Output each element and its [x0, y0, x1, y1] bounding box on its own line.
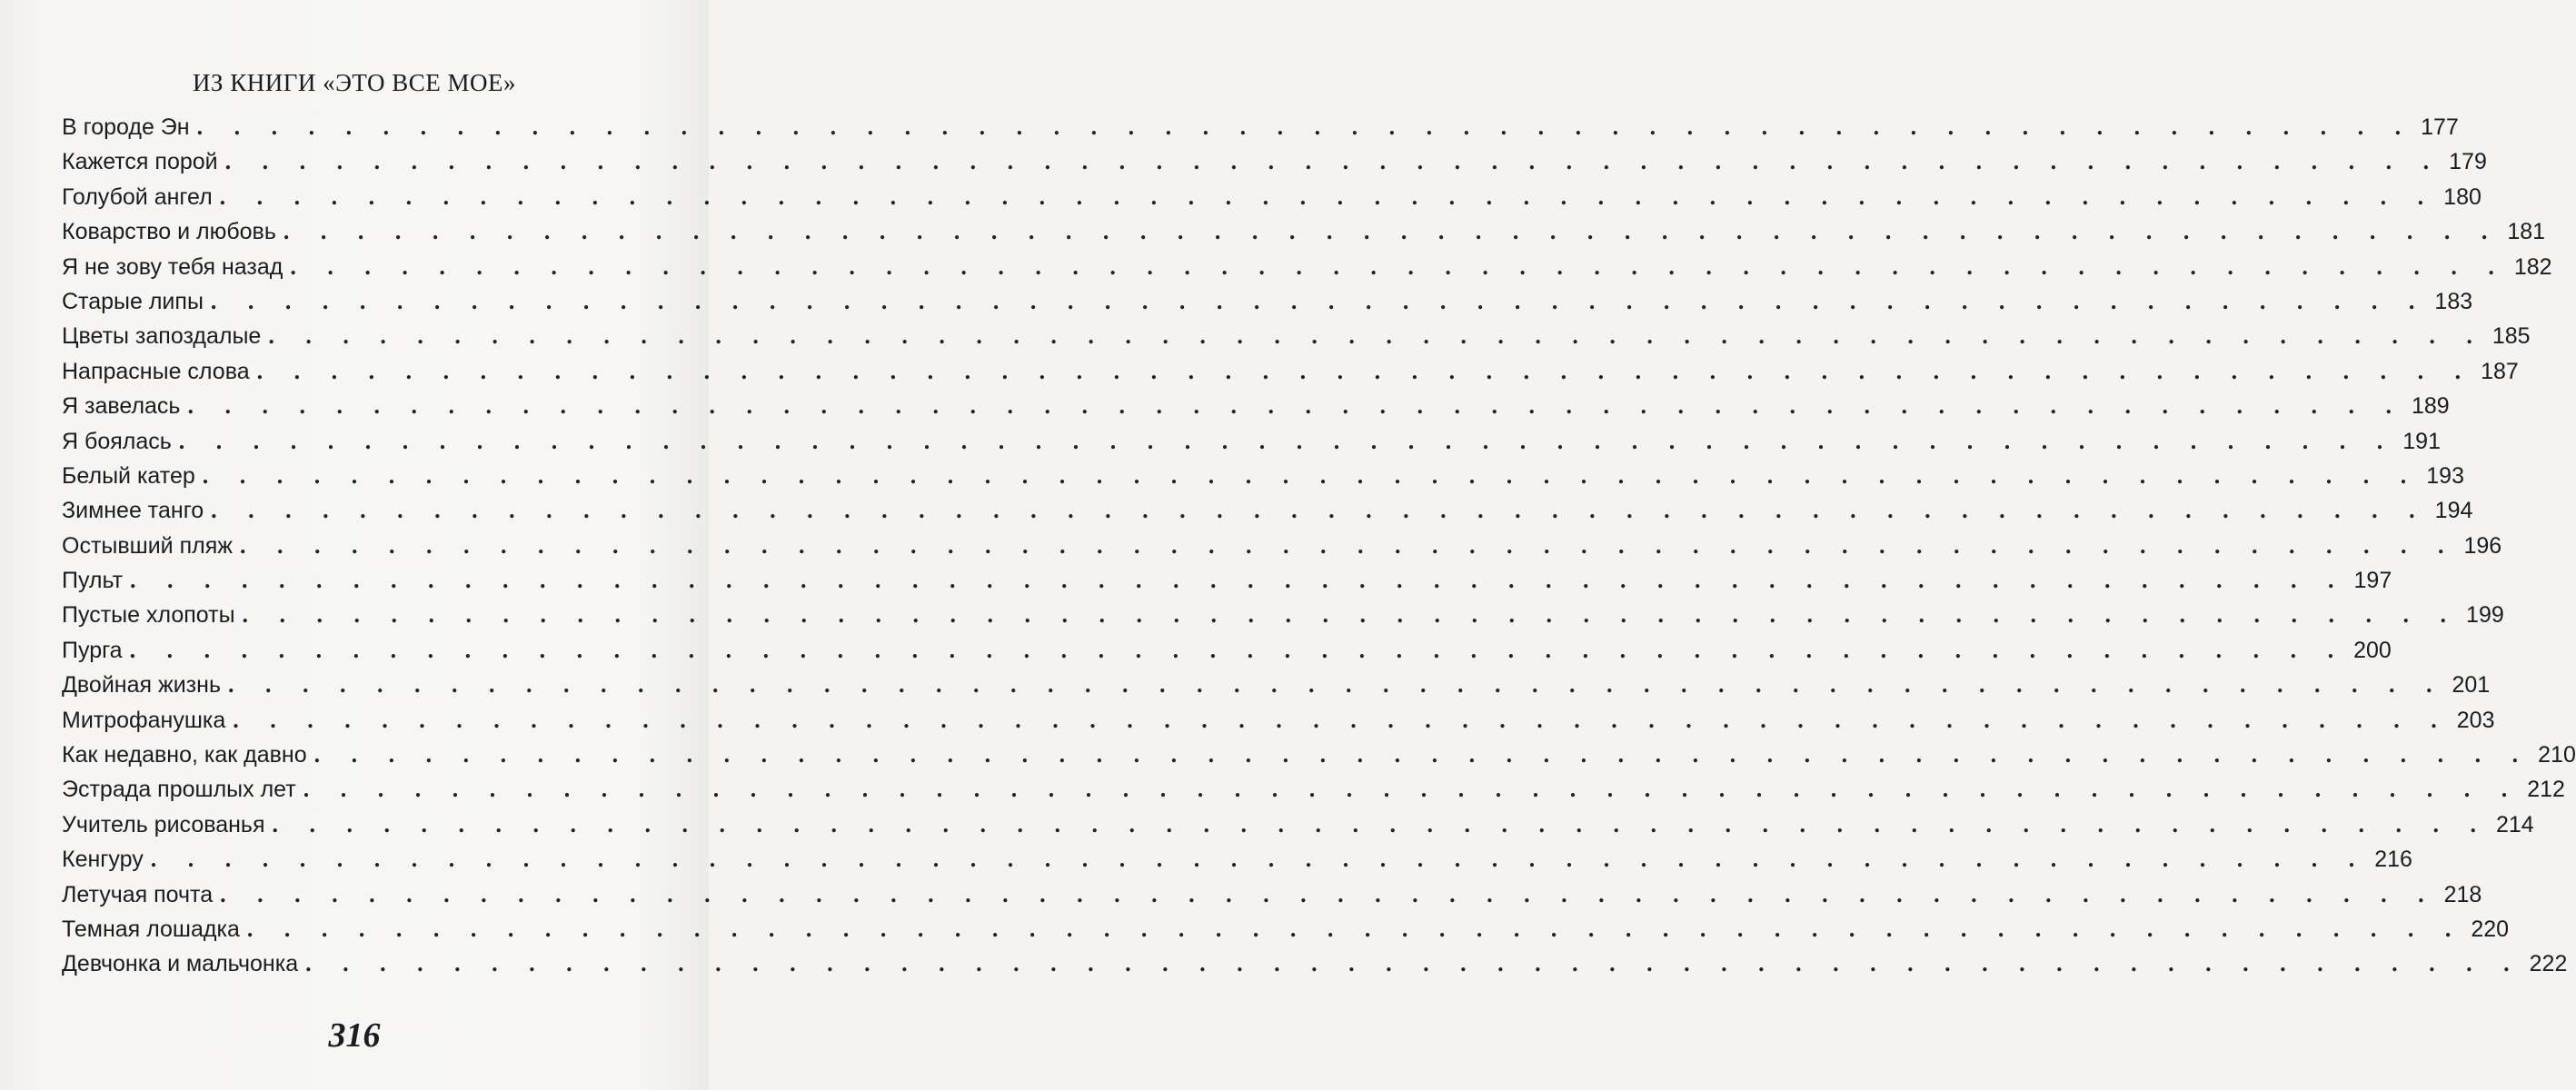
toc-entry: [62, 563, 2392, 598]
leader-dots: . . . . . . . . . . . . . . . . . . . . . . . . . . . . . . . . . . . . . . . . . . . . . . . . . . . . . . . . . . . .: [268, 322, 2485, 350]
leader-dots: . . . . . . . . . . . . . . . . . . . . . . . . . . . . . . . . . . . . . . . . . . . . . . . . . . . . . . . . . . . .: [220, 880, 2437, 907]
leader-dots: . . . . . . . . . . . . . . . . . . . . . . . . . . . . . . . . . . . . . . . . . . . . . . . . . . . . . . . . . . . .: [246, 915, 2464, 942]
leader-dots: . . . . . . . . . . . . . . . . . . . . . . . . . . . . . . . . . . . . . . . . . . . . . . . . . . . . . . . . . . . .: [178, 427, 2396, 454]
toc-entry-title: Кажется порой: [62, 149, 218, 175]
toc-entry-title: Коварство и любовь: [62, 219, 276, 245]
toc-entry: [62, 598, 2504, 632]
leader-dots: . . . . . . . . . . . . . . . . . . . . . . . . . . . . . . . . . . . . . . . . . . . . . . . . . . . . . . . . . . . .: [224, 148, 2442, 175]
leader-dots: . . . . . . . . . . . . . . . . . . . . . . . . . . . . . . . . . . . . . . . . . . . . . . . . . . . . . . . . . . . .: [219, 183, 2437, 210]
toc-entry: [62, 284, 2473, 319]
toc-entry-page: 187: [2481, 358, 2519, 384]
toc-entry-title: Цветы запоздалые: [62, 323, 262, 350]
toc-entry-title: Кенгуру: [62, 847, 144, 873]
leader-dots: . . . . . . . . . . . . . . . . . . . . . . . . . . . . . . . . . . . . . . . . . . . . . . . . . . . . . . . . . . . .: [211, 497, 2428, 524]
toc-entry: [62, 738, 2576, 772]
leader-dots: . . . . . . . . . . . . . . . . . . . . . . . . . . . . . . . . . . . . . . . . . . . . . . . . . . . . . . . . . . . .: [313, 741, 2531, 768]
toc-entry-title: Пустые хлопоты: [62, 602, 235, 629]
toc-entry: [62, 808, 2534, 842]
toc-entry-title: В городе Эн: [62, 114, 190, 140]
leader-dots: . . . . . . . . . . . . . . . . . . . . . . . . . . . . . . . . . . . . . . . . . . . . . . . . . . . . . . . . . . . .: [130, 567, 2347, 594]
leader-dots: . . . . . . . . . . . . . . . . . . . . . . . . . . . . . . . . . . . . . . . . . . . . . . . . . . . . . . . . . . . .: [272, 810, 2489, 837]
toc-entry-page: 201: [2452, 672, 2491, 699]
toc-entry-page: 216: [2374, 847, 2412, 873]
toc-entry: [62, 633, 2392, 668]
leader-dots: . . . . . . . . . . . . . . . . . . . . . . . . . . . . . . . . . . . . . . . . . . . . . . . . . . . . . . . . . . . .: [227, 671, 2445, 699]
toc-entry-title: Девчонка и мальчонка: [62, 951, 299, 977]
toc-entry-page: 222: [2529, 951, 2568, 977]
toc-entry-title: Пурга: [62, 637, 123, 663]
toc-entry: [62, 946, 2568, 981]
toc-entry-title: Остывший пляж: [62, 532, 233, 559]
toc-entry-page: 194: [2434, 498, 2473, 524]
page-number: 316: [328, 1016, 381, 1055]
leader-dots: . . . . . . . . . . . . . . . . . . . . . . . . . . . . . . . . . . . . . . . . . . . . . . . . . . . . . . . . . . . .: [256, 357, 2474, 384]
toc-entry-page: 182: [2513, 253, 2552, 280]
toc-entry-page: 203: [2456, 707, 2495, 733]
toc-entry-title: Митрофанушка: [62, 707, 226, 733]
toc-entry-title: Летучая почта: [62, 881, 214, 907]
toc-entry-title: Напрасные слова: [62, 358, 250, 384]
toc-entry-title: Темная лошадка: [62, 916, 240, 942]
toc-entry-page: 181: [2507, 219, 2546, 245]
toc-entry-title: Голубой ангел: [62, 183, 213, 210]
toc-entry-page: 179: [2449, 149, 2487, 175]
toc-entry-page: 199: [2466, 602, 2504, 629]
leader-dots: . . . . . . . . . . . . . . . . . . . . . . . . . . . . . . . . . . . . . . . . . . . . . . . . . . . . . . . . . . . .: [305, 950, 2522, 977]
leader-dots: . . . . . . . . . . . . . . . . . . . . . . . . . . . . . . . . . . . . . . . . . . . . . . . . . . . . . . . . . . . .: [150, 846, 2368, 873]
toc-entry-page: 193: [2426, 462, 2464, 489]
toc-entry: [62, 319, 2531, 353]
leader-dots: . . . . . . . . . . . . . . . . . . . . . . . . . . . . . . . . . . . . . . . . . . . . . . . . . . . . . . . . . . . .: [196, 114, 2414, 140]
toc-entry-title: Как недавно, как давно: [62, 742, 307, 768]
leader-dots: . . . . . . . . . . . . . . . . . . . . . . . . . . . . . . . . . . . . . . . . . . . . . . . . . . . . . . . . . . . .: [290, 253, 2507, 280]
toc-entry: [62, 842, 2412, 877]
toc-entry: [62, 214, 2546, 249]
toc-entry: [62, 703, 2495, 738]
toc-entry-page: 197: [2353, 568, 2392, 594]
toc-entry: [62, 912, 2510, 946]
toc-entry-page: 189: [2411, 393, 2450, 420]
leader-dots: . . . . . . . . . . . . . . . . . . . . . . . . . . . . . . . . . . . . . . . . . . . . . . . . . . . . . . . . . . . .: [283, 218, 2501, 245]
toc-entry-title: Старые липы: [62, 288, 204, 314]
leader-dots: . . . . . . . . . . . . . . . . . . . . . . . . . . . . . . . . . . . . . . . . . . . . . . . . . . . . . . . . . . . .: [233, 706, 2450, 733]
toc-entry: [62, 110, 2459, 144]
toc-entry-title: Учитель рисованья: [62, 811, 265, 837]
toc-entry: [62, 180, 2482, 214]
toc-entry-page: 200: [2353, 637, 2392, 663]
table-of-contents: [62, 110, 2576, 982]
toc-entry: [62, 354, 2519, 389]
toc-entry-page: 212: [2527, 777, 2565, 803]
toc-entry-page: 183: [2434, 288, 2473, 314]
leader-dots: . . . . . . . . . . . . . . . . . . . . . . . . . . . . . . . . . . . . . . . . . . . . . . . . . . . . . . . . . . . .: [303, 776, 2521, 803]
toc-entry-page: 185: [2491, 323, 2531, 350]
toc-entry-page: 180: [2443, 183, 2482, 210]
leader-dots: . . . . . . . . . . . . . . . . . . . . . . . . . . . . . . . . . . . . . . . . . . . . . . . . . . . . . . . . . . . .: [202, 461, 2420, 489]
toc-entry-title: Я боялась: [62, 428, 172, 454]
toc-entry-page: 191: [2402, 428, 2441, 454]
toc-entry-page: 220: [2471, 916, 2510, 942]
toc-entry: [62, 493, 2473, 528]
toc-entry-title: Я не зову тебя назад: [62, 253, 283, 280]
toc-entry-title: Пульт: [62, 568, 124, 594]
leader-dots: . . . . . . . . . . . . . . . . . . . . . . . . . . . . . . . . . . . . . . . . . . . . . . . . . . . . . . . . . . . .: [239, 531, 2457, 559]
toc-entry-title: Эстрада прошлых лет: [62, 777, 296, 803]
toc-entry-page: 210: [2538, 742, 2576, 768]
toc-entry-page: 214: [2496, 811, 2534, 837]
toc-entry-page: 196: [2463, 532, 2502, 559]
leader-dots: . . . . . . . . . . . . . . . . . . . . . . . . . . . . . . . . . . . . . . . . . . . . . . . . . . . . . . . . . . . .: [187, 392, 2404, 420]
section-title: ИЗ КНИГИ «ЭТО ВСЕ МОЕ»: [192, 69, 517, 96]
toc-entry-title: Двойная жизнь: [62, 672, 221, 699]
toc-entry: [62, 772, 2565, 807]
toc-entry: [62, 459, 2464, 493]
toc-entry: [62, 529, 2502, 563]
toc-entry: [62, 144, 2487, 179]
toc-entry-page: 177: [2421, 114, 2459, 140]
toc-entry-title: Я завелась: [62, 393, 181, 420]
leader-dots: . . . . . . . . . . . . . . . . . . . . . . . . . . . . . . . . . . . . . . . . . . . . . . . . . . . . . . . . . . . .: [242, 601, 2460, 629]
toc-entry: [62, 250, 2552, 284]
toc-entry: [62, 389, 2450, 423]
toc-entry: [62, 877, 2482, 912]
toc-entry-title: Белый катер: [62, 462, 195, 489]
toc-entry: [62, 424, 2441, 459]
toc-entry-title: Зимнее танго: [62, 498, 204, 524]
toc-entry: [62, 668, 2491, 702]
leader-dots: . . . . . . . . . . . . . . . . . . . . . . . . . . . . . . . . . . . . . . . . . . . . . . . . . . . . . . . . . . . .: [129, 636, 2347, 663]
toc-entry-page: 218: [2443, 881, 2482, 907]
leader-dots: . . . . . . . . . . . . . . . . . . . . . . . . . . . . . . . . . . . . . . . . . . . . . . . . . . . . . . . . . . . .: [210, 287, 2428, 314]
